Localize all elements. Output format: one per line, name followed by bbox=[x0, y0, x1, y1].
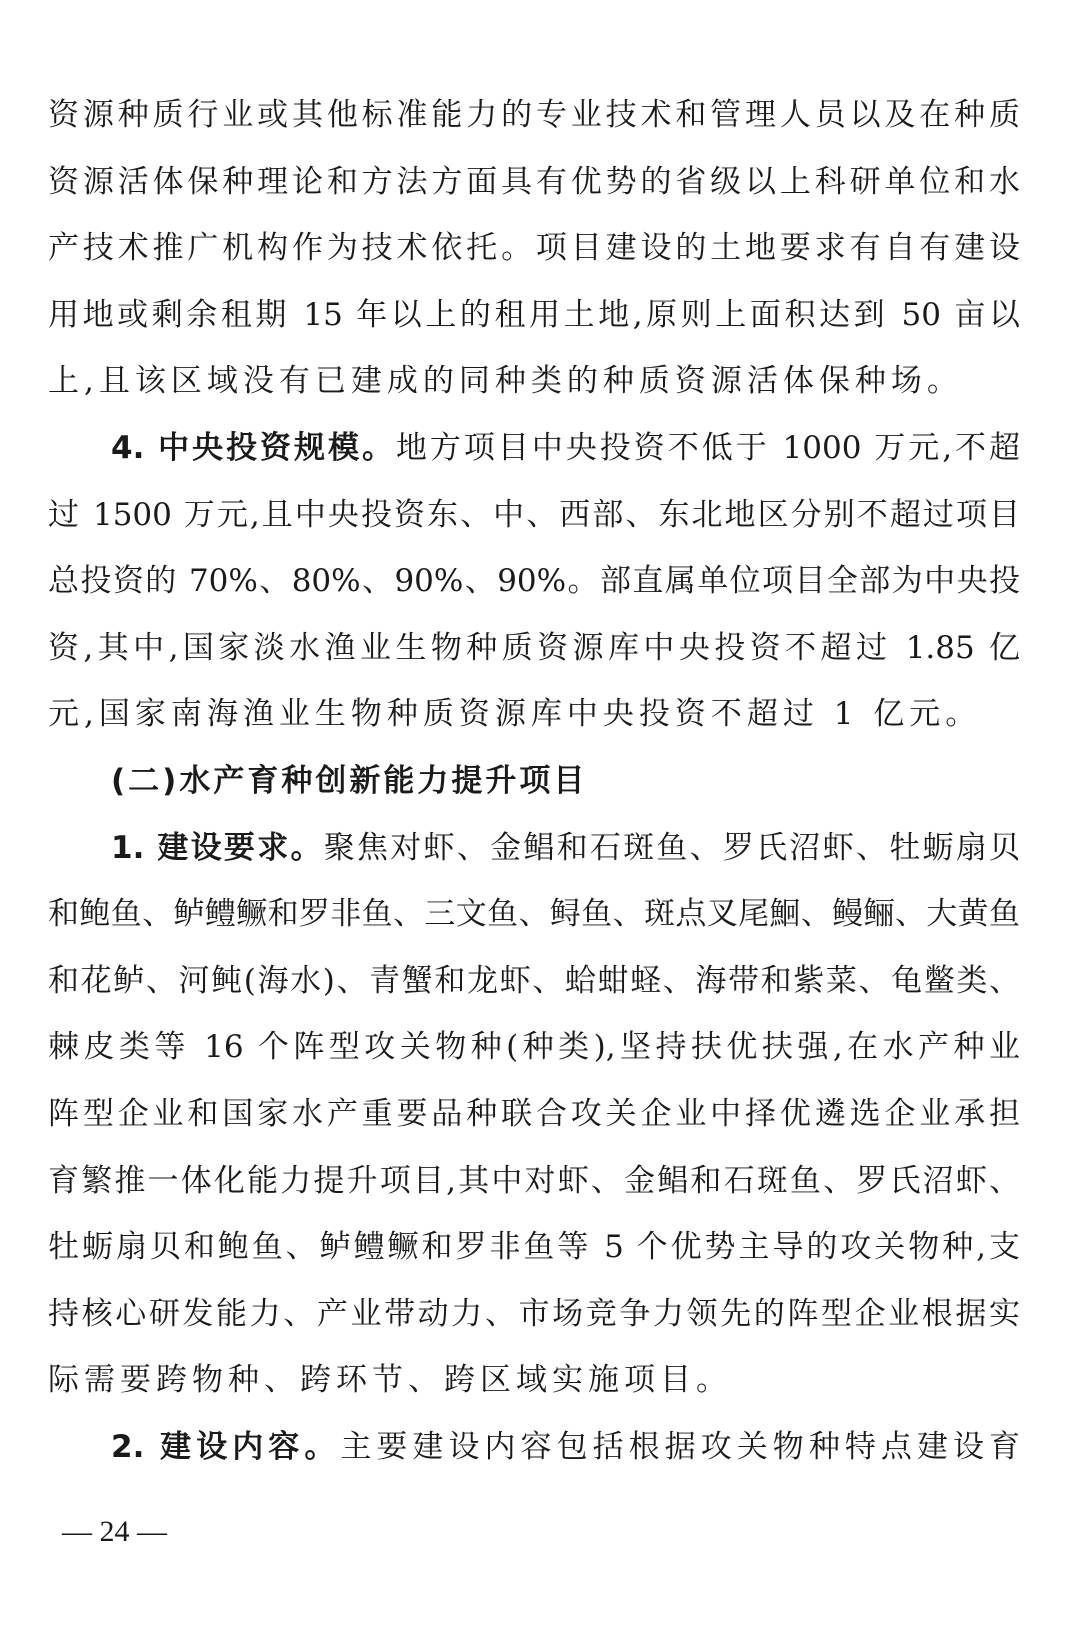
page-number: — 24 — bbox=[62, 1515, 167, 1548]
text-line: 资源活体保种理论和方法方面具有优势的省级以上科研单位和水 bbox=[48, 164, 1020, 200]
text-span: 聚焦对虾、金鲳和石斑鱼、罗氏沼虾、牡蛎扇贝 bbox=[323, 830, 1020, 866]
paragraph-2-first-line bbox=[111, 1421, 1020, 1473]
text-line: 和花鲈、河鲀(海水)、青蟹和龙虾、蛤蚶蛏、海带和紫菜、龟鳖类、 bbox=[48, 963, 1020, 999]
text-line: 际需要跨物种、跨环节、跨区域实施项目。 bbox=[48, 1362, 732, 1398]
text-line: 资源种质行业或其他标准能力的专业技术和管理人员以及在种质 bbox=[48, 97, 1020, 133]
text-span: 主要建设内容包括根据攻关物种特点建设育 bbox=[340, 1429, 1020, 1465]
paragraph-heading: 4. 中央投资规模。 bbox=[111, 430, 396, 466]
text-line: 牡蛎扇贝和鲍鱼、鲈鳢鳜和罗非鱼等 5 个优势主导的攻关物种,支 bbox=[48, 1229, 1020, 1265]
text-line: 过 1500 万元,且中央投资东、中、西部、东北地区分别不超过项目 bbox=[48, 497, 1020, 533]
text-line: 持核心研发能力、产业带动力、市场竞争力领先的阵型企业根据实 bbox=[48, 1296, 1020, 1332]
text-line: 阵型企业和国家水产重要品种联合攻关企业中择优遴选企业承担 bbox=[48, 1096, 1020, 1132]
text-line: 产技术推广机构作为技术依托。项目建设的土地要求有自有建设 bbox=[48, 230, 1020, 266]
text-line: 元,国家南海渔业生物种质资源库中央投资不超过 1 亿元。 bbox=[48, 696, 982, 732]
text-line: 棘皮类等 16 个阵型攻关物种(种类),坚持扶优扶强,在水产种业 bbox=[48, 1029, 1020, 1065]
text-line: 用地或剩余租期 15 年以上的租用土地,原则上面积达到 50 亩以 bbox=[48, 297, 1020, 333]
paragraph-heading: 1. 建设要求。 bbox=[111, 830, 324, 866]
text-line: 上,且该区域没有已建成的同种类的种质资源活体保种场。 bbox=[48, 363, 963, 399]
text-line: 资,其中,国家淡水渔业生物种质资源库中央投资不超过 1.85 亿 bbox=[48, 630, 1020, 666]
text-span: 地方项目中央投资不低于 1000 万元,不超 bbox=[395, 430, 1020, 466]
section-heading: (二)水产育种创新能力提升项目 bbox=[111, 763, 588, 799]
paragraph-4-first-line bbox=[111, 422, 1020, 474]
text-line: 总投资的 70%、80%、90%、90%。部直属单位项目全部为中央投 bbox=[48, 563, 1020, 599]
paragraph-heading: 2. 建设内容。 bbox=[111, 1429, 341, 1465]
paragraph-1-first-line bbox=[111, 822, 1020, 874]
text-line: 和鲍鱼、鲈鳢鳜和罗非鱼、三文鱼、鲟鱼、斑点叉尾鮰、鳗鲡、大黄鱼 bbox=[48, 896, 1020, 932]
text-line: 育繁推一体化能力提升项目,其中对虾、金鲳和石斑鱼、罗氏沼虾、 bbox=[48, 1163, 1020, 1199]
